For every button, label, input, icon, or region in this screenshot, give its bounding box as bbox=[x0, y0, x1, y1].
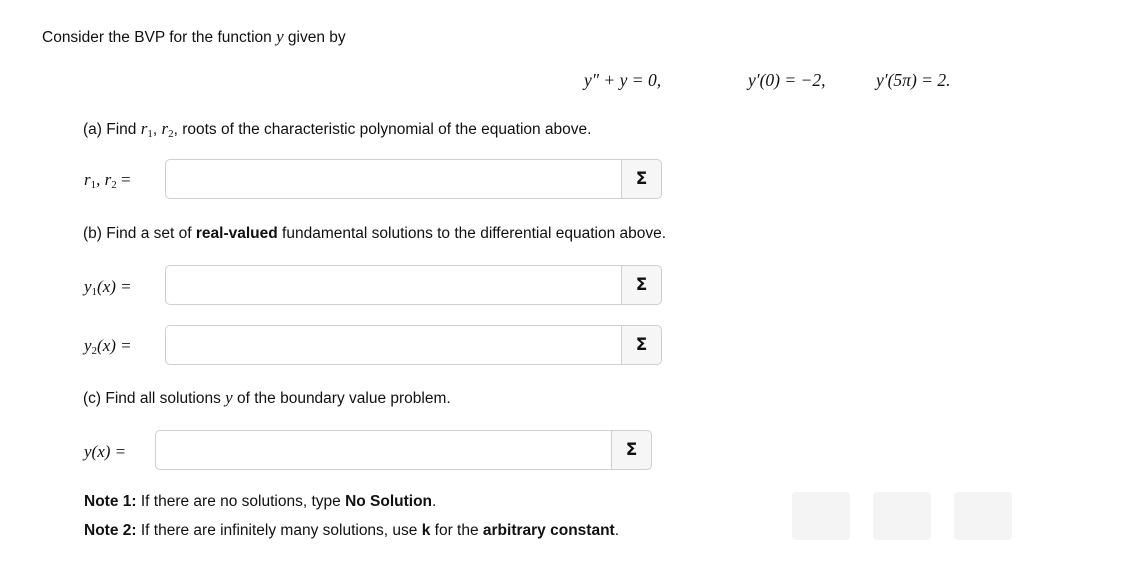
intro-text: Consider the BVP for the function bbox=[42, 29, 277, 46]
note-2-end: . bbox=[614, 522, 620, 539]
sigma-icon: Σ bbox=[635, 275, 648, 295]
solution-input[interactable] bbox=[155, 430, 612, 470]
note-1-bold: No Solution bbox=[345, 493, 433, 510]
note-1-label: Note 1: bbox=[84, 493, 137, 510]
roots-sigma-button[interactable] bbox=[622, 159, 662, 199]
note-2-text: If there are infinitely many solutions, use bbox=[136, 522, 422, 539]
y1-input[interactable] bbox=[165, 265, 622, 305]
label-eq: = bbox=[116, 170, 131, 189]
boundary-condition-2: y′(5π) = 2. bbox=[876, 70, 951, 90]
label-sub1: 1 bbox=[90, 179, 97, 191]
part-c-text: (c) Find all solutions bbox=[83, 390, 226, 407]
intro-text-end: given by bbox=[283, 29, 346, 46]
r1-symbol: r bbox=[140, 119, 148, 138]
comma: , bbox=[152, 121, 162, 138]
y1-label bbox=[84, 277, 132, 298]
part-b-prompt bbox=[83, 225, 666, 243]
solution-label: y(x) = bbox=[84, 442, 127, 461]
sigma-icon: Σ bbox=[635, 169, 648, 189]
note-2-k: k bbox=[421, 522, 431, 539]
part-c-prompt bbox=[83, 388, 451, 408]
faint-button-3 bbox=[954, 492, 1012, 540]
part-c-text-end: of the boundary value problem. bbox=[232, 390, 451, 407]
y1-label-rest: (x) = bbox=[97, 277, 132, 296]
note-1-end: . bbox=[432, 493, 437, 510]
y2-label-rest: (x) = bbox=[97, 336, 132, 355]
label-r2: , r bbox=[96, 170, 112, 189]
faint-button-1 bbox=[792, 492, 850, 540]
intro-var: y bbox=[276, 27, 284, 46]
label-r1: r bbox=[84, 170, 91, 189]
note-2-mid: for the bbox=[430, 522, 483, 539]
solution-sigma-button[interactable] bbox=[612, 430, 652, 470]
r2-symbol: r bbox=[161, 119, 169, 138]
y2-label-sub: 2 bbox=[91, 345, 98, 357]
y2-input[interactable] bbox=[165, 325, 622, 365]
y2-label bbox=[84, 336, 132, 357]
sigma-icon: Σ bbox=[625, 440, 638, 460]
problem-intro bbox=[42, 27, 346, 47]
part-b-text-end: fundamental solutions to the differential equation above. bbox=[277, 225, 667, 242]
sigma-icon: Σ bbox=[635, 335, 648, 355]
label-sub2: 2 bbox=[111, 179, 117, 191]
y2-label-y: y bbox=[84, 336, 92, 355]
y1-label-y: y bbox=[84, 277, 92, 296]
note-1-text: If there are no solutions, type bbox=[136, 493, 346, 510]
y2-sigma-button[interactable] bbox=[622, 325, 662, 365]
part-a-prompt bbox=[83, 119, 591, 140]
part-a-text: (a) Find bbox=[83, 121, 141, 138]
note-2 bbox=[84, 522, 619, 540]
note-2-label: Note 2: bbox=[84, 522, 137, 539]
y1-sigma-button[interactable] bbox=[622, 265, 662, 305]
part-b-text: (b) Find a set of bbox=[83, 225, 196, 242]
r1-sub: 1 bbox=[147, 128, 153, 140]
part-c-var: y bbox=[225, 388, 233, 407]
boundary-condition-1: y′(0) = −2, bbox=[748, 70, 826, 90]
part-a-text-end: , roots of the characteristic polynomial of the equation above. bbox=[173, 121, 592, 138]
ode-equation: y″ + y = 0, bbox=[584, 70, 662, 90]
note-1 bbox=[84, 493, 436, 511]
roots-input[interactable] bbox=[165, 159, 622, 199]
part-b-bold: real-valued bbox=[195, 225, 278, 242]
r2-sub: 2 bbox=[168, 128, 174, 140]
y1-label-sub: 1 bbox=[91, 286, 98, 298]
note-2-bold: arbitrary constant bbox=[482, 522, 615, 539]
roots-label bbox=[84, 170, 131, 191]
faint-button-2 bbox=[873, 492, 931, 540]
